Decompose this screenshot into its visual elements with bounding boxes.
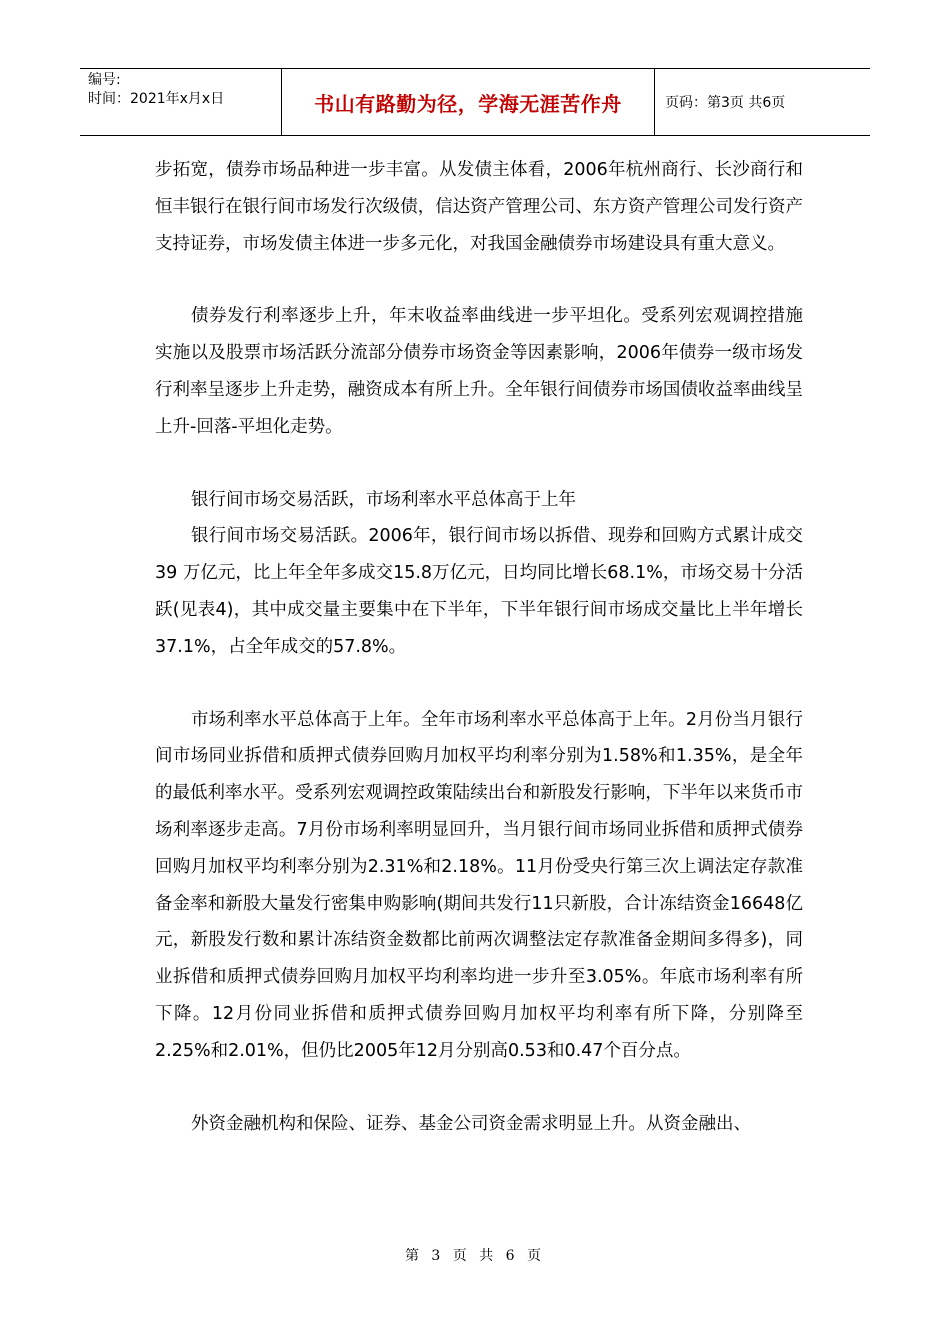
page-footer — [0, 1245, 950, 1265]
header-page-info: 页码：第3页 共6页 — [665, 95, 786, 111]
header-page-cell — [655, 69, 870, 135]
document-number-label: 编号: — [88, 72, 121, 88]
header-motto: 书山有路勤为径，学海无涯苦作舟 — [314, 91, 622, 116]
section-heading: 银行间市场交易活跃，市场利率水平总体高于上年 — [191, 489, 576, 510]
paragraph-4: 市场利率水平总体高于上年。全年市场利率水平总体高于上年。2月份当月银行间市场同业拆借和质押式债券回购月加权平均利率分别为1.58%和1.35%，是全年的最低利率水平。受系列宏观调控政策陆续出台和新股发行影响，下半年以来货币市场利率逐步走高。7月份市场利率明显回升，当月银行间市场同业拆借和质押式债券回购月加权平均利率分别为2.31%和2.18%。11月份受央行第三次上调法定存款准备金率和新股大量发行密集申购影响(期间共发行11只新股，合计冻结资金16648亿元，新股发行数和累计冻结资金数都比前两次调整法定存款准备金期间多得多)，同业拆借和质押式债券回购月加权平均利率均进一步升至3.05%。年底市场利率有所下降。12月份同业拆借和质押式债券回购月加权平均利率有所下降，分别降至2.25%和2.01%，但仍比2005年12月分别高0.53和0.47个百分点。 — [155, 709, 803, 1061]
paragraph-2: 债券发行利率逐步上升，年末收益率曲线进一步平坦化。受系列宏观调控措施实施以及股票市场活跃分流部分债券市场资金等因素影响，2006年债券一级市场发行利率呈逐步上升走势，融资成本有所上升。全年银行间债券市场国债收益率曲线呈上升-回落-平坦化走势。 — [155, 306, 803, 437]
document-body — [155, 152, 803, 1142]
paragraph-gap — [155, 446, 803, 482]
header-meta-cell — [80, 69, 282, 135]
paragraph-gap — [155, 1070, 803, 1106]
paragraph-3: 银行间市场交易活跃。2006年，银行间市场以拆借、现券和回购方式累计成交39 万亿元，比上年全年多成交15.8万亿元，日均同比增长68.1%，市场交易十分活跃(见表4)，其中成交量主要集中在下半年，下半年银行间市场成交量比上半年增长37.1%，占全年成交的57.8%。 — [155, 526, 803, 657]
footer-page-number: 第 3 页 共 6 页 — [404, 1248, 546, 1264]
paragraph-5: 外资金融机构和保险、证券、基金公司资金需求明显上升。从资金融出、 — [191, 1113, 751, 1134]
document-time-label: 时间：2021年x月x日 — [88, 91, 225, 107]
header-motto-cell — [282, 69, 655, 135]
paragraph-gap — [155, 666, 803, 702]
paragraph-1: 步拓宽，债券市场品种进一步丰富。从发债主体看，2006年杭州商行、长沙商行和恒丰银行在银行间市场发行次级债，信达资产管理公司、东方资产管理公司发行资产支持证券，市场发债主体进一步多元化，对我国金融债券市场建设具有重大意义。 — [155, 160, 803, 254]
header-table — [80, 68, 870, 136]
paragraph-gap — [155, 262, 803, 298]
